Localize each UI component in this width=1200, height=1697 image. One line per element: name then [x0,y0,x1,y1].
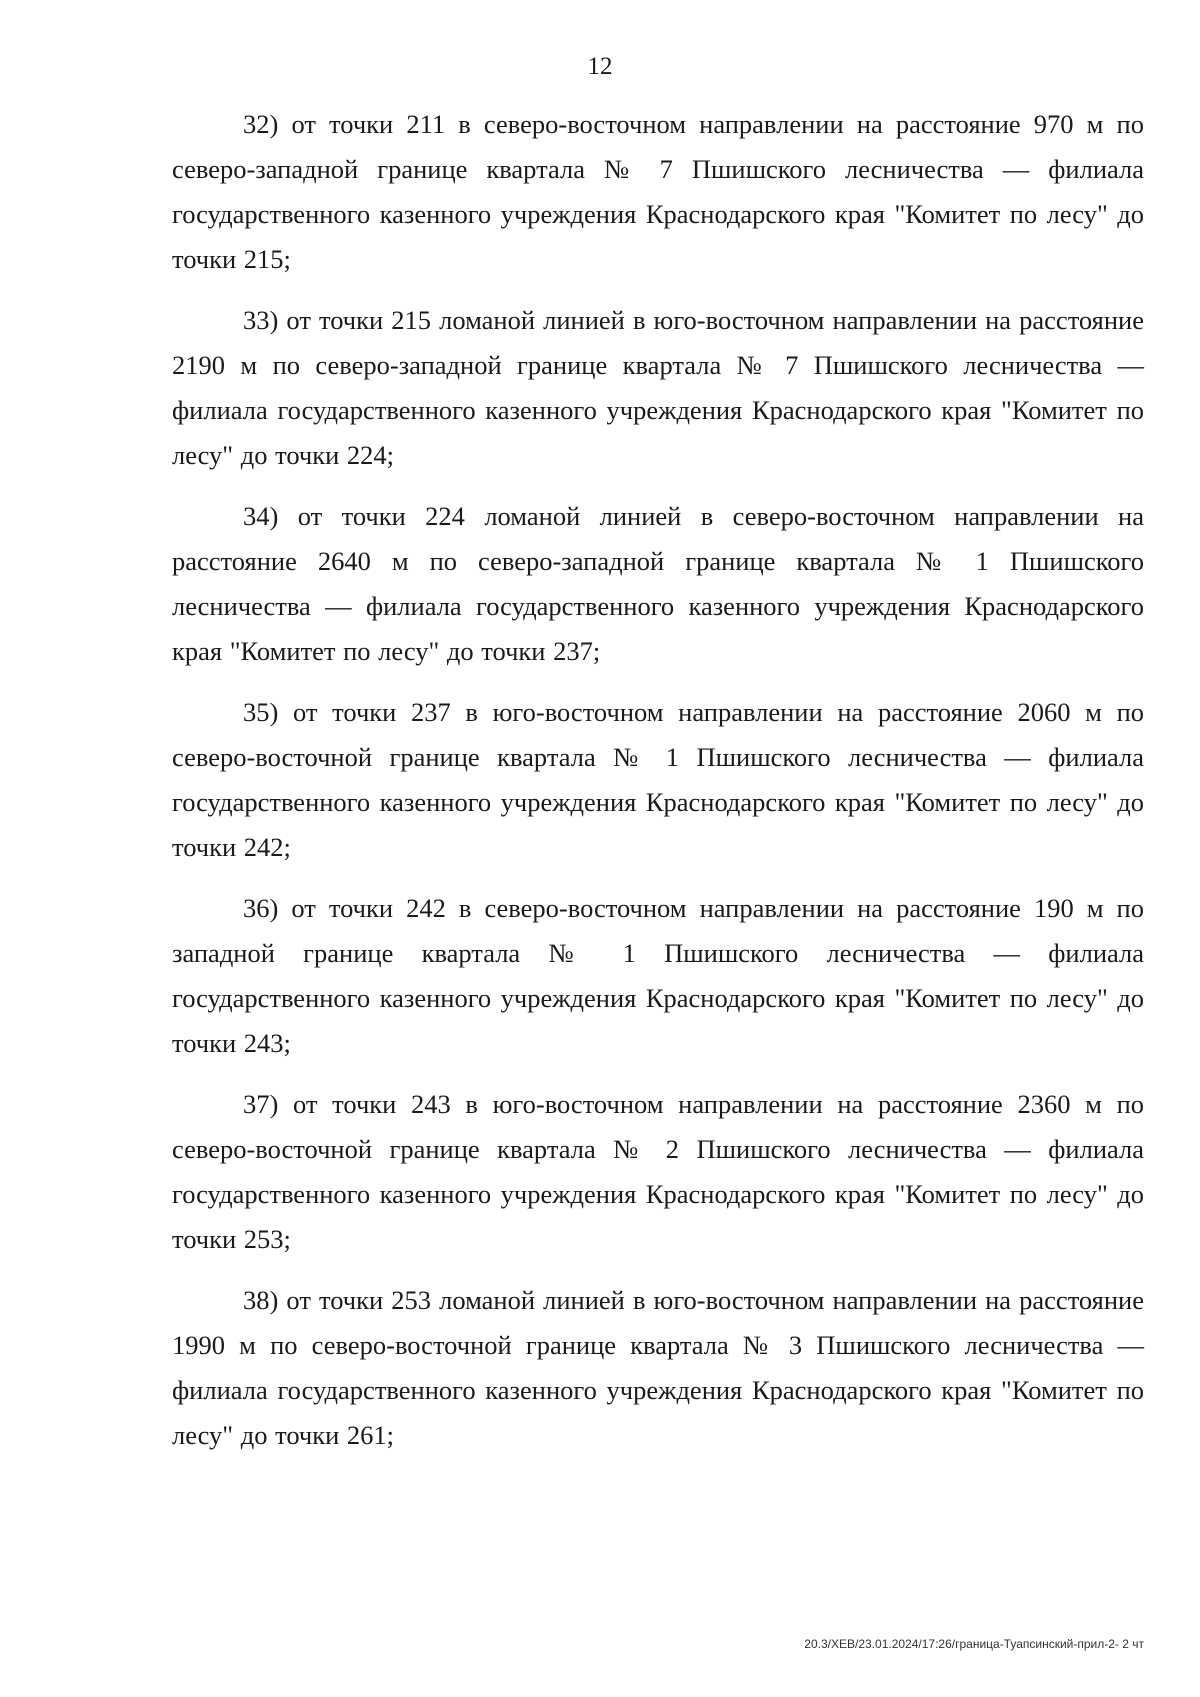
document-body [172,102,1144,1458]
paragraph-37: 37) от точки 243 в юго-восточном направлении на расстояние 2360 м по северо-восточной границе квартала № 2 Пшишского лесничества — филиала государственного казенного учреждения Краснодарского края "Комитет по лесу" до точки 253; [172,1089,1144,1254]
paragraph-32: 32) от точки 211 в северо-восточном направлении на расстояние 970 м по северо-западной границе квартала № 7 Пшишского лесничества — филиала государственного казенного учреждения Краснодарского края "Комитет по лесу" до точки 215; [172,109,1144,274]
paragraph-35: 35) от точки 237 в юго-восточном направлении на расстояние 2060 м по северо-восточной границе квартала № 1 Пшишского лесничества — филиала государственного казенного учреждения Краснодарского края "Комитет по лесу" до точки 242; [172,697,1144,862]
paragraph-38: 38) от точки 253 ломаной линией в юго-восточном направлении на расстояние 1990 м по северо-восточной границе квартала № 3 Пшишского лесничества — филиала государственного казенного учреждения Краснодарского края "Комитет по лесу" до точки 261; [172,1285,1144,1450]
paragraph-36: 36) от точки 242 в северо-восточном направлении на расстояние 190 м по западной границе квартала № 1 Пшишского лесничества — филиала государственного казенного учреждения Краснодарского края "Комитет по лесу" до точки 243; [172,893,1144,1058]
page-number: 12 [587,53,613,80]
paragraph-34: 34) от точки 224 ломаной линией в северо-восточном направлении на расстояние 2640 м по северо-западной границе квартала № 1 Пшишского лесничества — филиала государственного казенного учреждения Краснодарского края "Комитет по лесу" до точки 237; [172,501,1144,666]
paragraph-33: 33) от точки 215 ломаной линией в юго-восточном направлении на расстояние 2190 м по северо-западной границе квартала № 7 Пшишского лесничества — филиала государственного казенного учреждения Краснодарского края "Комитет по лесу" до точки 224; [172,305,1144,470]
footer-file-stamp: 20.3/ХЕВ/23.01.2024/17:26/граница-Туапсинский-прил-2- 2 чт [804,1637,1144,1651]
